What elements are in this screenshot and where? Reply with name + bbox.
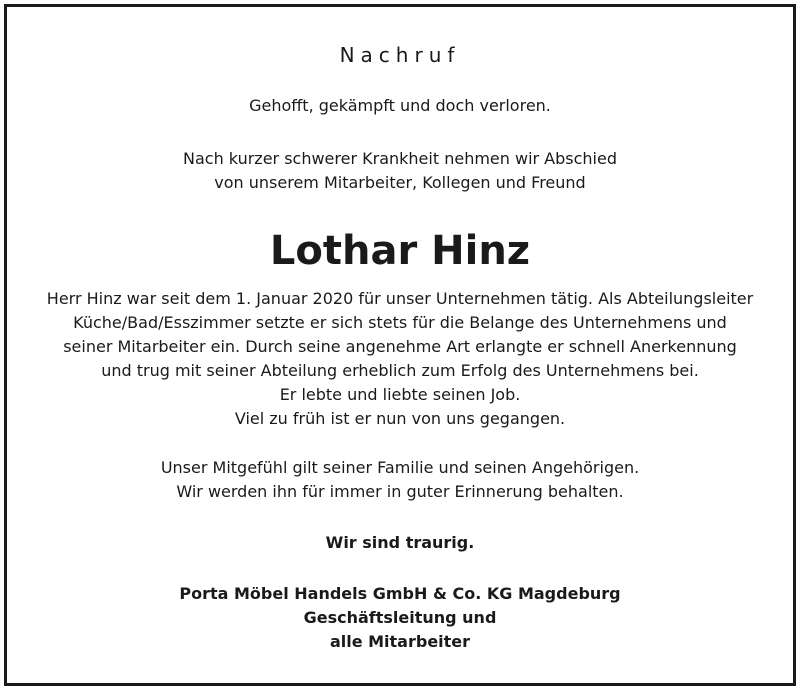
deceased-name: Lothar Hinz [269,228,531,274]
intro-line-2: von unserem Mitarbeiter, Kollegen und Freund [214,173,586,192]
intro-line-1: Nach kurzer schwerer Krankheit nehmen wir Abschied [183,149,617,168]
body-line-2: Küche/Bad/Esszimmer setzte er sich stets für die Belange des Unternehmens und [73,313,727,332]
signature-staff: alle Mitarbeiter [329,632,471,651]
body-line-3: seiner Mitarbeiter ein. Durch seine angenehme Art erlangte er schnell Anerkennung [63,337,737,356]
condolence-line-2: Wir werden ihn für immer in guter Erinnerung behalten. [176,482,624,501]
notice-heading: Nachruf [339,43,461,67]
obituary-notice [7,7,793,683]
body-line-1: Herr Hinz war seit dem 1. Januar 2020 für unser Unternehmen tätig. Als Abteilungsleiter [46,289,754,308]
body-line-6: Viel zu früh ist er nun von uns gegangen. [234,409,566,428]
closing-line: Wir sind traurig. [325,533,475,552]
body-line-5: Er lebte und liebte seinen Job. [279,385,521,404]
signature-company: Porta Möbel Handels GmbH & Co. KG Magdeburg [179,584,621,603]
signature-management: Geschäftsleitung und [303,608,497,627]
motto-line: Gehofft, gekämpft und doch verloren. [249,96,551,115]
body-line-4: und trug mit seiner Abteilung erheblich zum Erfolg des Unternehmens bei. [101,361,699,380]
condolence-line-1: Unser Mitgefühl gilt seiner Familie und seinen Angehörigen. [160,458,640,477]
